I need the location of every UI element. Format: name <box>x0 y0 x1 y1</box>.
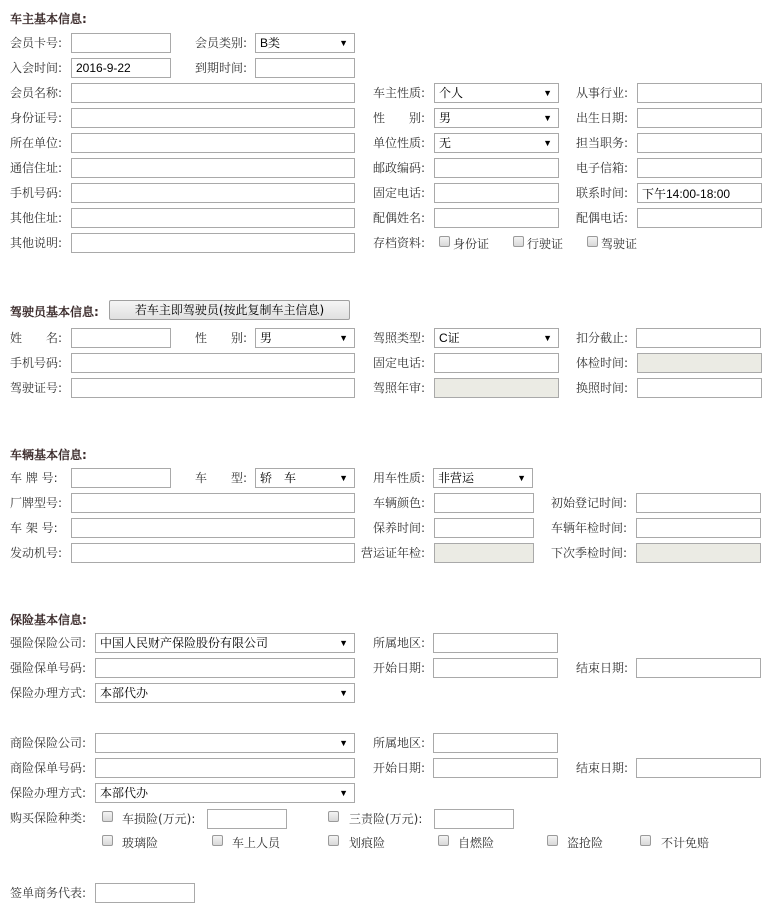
compulsory-handling-select[interactable] <box>95 683 355 703</box>
driver-gender-value: 男 <box>260 331 273 345</box>
owner-nature-label: 车主性质: <box>373 86 426 100</box>
commercial-handling-value: 本部代办 <box>100 786 149 800</box>
id-number-input[interactable] <box>71 108 355 128</box>
sales-rep-input[interactable] <box>95 883 195 903</box>
member-type-value: B类 <box>260 36 281 50</box>
commercial-handling-select[interactable] <box>95 783 355 803</box>
gender-value: 男 <box>439 111 452 125</box>
maintenance-input[interactable] <box>434 518 534 538</box>
archive-label: 存档资料: <box>373 236 426 250</box>
expire-time-label: 到期时间: <box>195 61 248 75</box>
license-type-label: 驾照类型: <box>373 331 426 345</box>
compulsory-policy-input[interactable] <box>95 658 355 678</box>
license-number-input[interactable] <box>71 378 355 398</box>
engine-label: 发动机号: <box>10 546 63 560</box>
annual-check-input[interactable] <box>636 518 761 538</box>
self-ignition-insurance-label: 自燃险 <box>458 836 495 850</box>
employer-nature-value: 无 <box>439 136 452 150</box>
industry-label: 从事行业: <box>576 86 629 100</box>
checkup-time-label: 体检时间: <box>576 356 629 370</box>
member-type-select[interactable] <box>255 33 355 53</box>
member-type-label: 会员类别: <box>195 36 248 50</box>
color-label: 车辆颜色: <box>373 496 426 510</box>
theft-insurance-label: 盗抢险 <box>567 836 604 850</box>
other-address-input[interactable] <box>71 208 355 228</box>
first-reg-label: 初始登记时间: <box>551 496 628 510</box>
scratch-insurance-label: 划痕险 <box>349 836 386 850</box>
color-input[interactable] <box>434 493 534 513</box>
damage-amount-input[interactable] <box>207 809 287 829</box>
industry-input[interactable] <box>637 83 762 103</box>
driver-section-title: 驾驶员基本信息: <box>10 305 99 319</box>
vehicle-section-title: 车辆基本信息: <box>10 448 87 462</box>
compulsory-region-input[interactable] <box>433 633 558 653</box>
other-address-label: 其他住址: <box>10 211 63 225</box>
engine-input[interactable] <box>71 543 355 563</box>
commercial-start-input[interactable] <box>433 758 558 778</box>
owner-nature-value: 个人 <box>439 86 464 100</box>
chevron-down-icon: ▼ <box>543 333 552 343</box>
third-party-insurance-checkbox[interactable] <box>328 811 339 822</box>
plate-label: 车 牌 号: <box>10 471 58 485</box>
usage-label: 用车性质: <box>373 471 426 485</box>
glass-insurance-checkbox[interactable] <box>102 835 113 846</box>
usage-value: 非营运 <box>438 471 475 485</box>
email-input[interactable] <box>637 158 762 178</box>
passenger-insurance-checkbox[interactable] <box>212 835 223 846</box>
sales-rep-label: 签单商务代表: <box>10 886 87 900</box>
license-review-label: 驾照年审: <box>373 381 426 395</box>
points-deadline-label: 扣分截止: <box>576 331 629 345</box>
passenger-insurance-label: 车上人员 <box>232 836 281 850</box>
checkup-time-input <box>637 353 762 373</box>
glass-insurance-label: 玻璃险 <box>122 836 159 850</box>
chevron-down-icon: ▼ <box>339 788 348 798</box>
id-number-label: 身份证号: <box>10 111 63 125</box>
gender-select[interactable] <box>434 108 559 128</box>
first-reg-input[interactable] <box>636 493 761 513</box>
expire-time-input[interactable] <box>255 58 355 78</box>
compulsory-policy-label: 强险保单号码: <box>10 661 87 675</box>
chevron-down-icon: ▼ <box>517 473 526 483</box>
no-deductible-insurance-label: 不计免赔 <box>661 836 710 850</box>
license-number-label: 驾驶证号: <box>10 381 63 395</box>
plate-input[interactable] <box>71 468 171 488</box>
member-name-input[interactable] <box>71 83 355 103</box>
member-card-input[interactable] <box>71 33 171 53</box>
archive-id-card-checkbox[interactable] <box>439 236 450 247</box>
phone-input[interactable] <box>434 183 559 203</box>
birth-date-label: 出生日期: <box>576 111 629 125</box>
compulsory-end-input[interactable] <box>636 658 761 678</box>
phone-label: 固定电话: <box>373 186 426 200</box>
join-time-label: 入会时间: <box>10 61 63 75</box>
commercial-region-input[interactable] <box>433 733 558 753</box>
vehicle-model-label: 车 型: <box>195 471 248 485</box>
compulsory-handling-label: 保险办理方式: <box>10 686 87 700</box>
driver-name-label: 姓 名: <box>10 331 63 345</box>
vehicle-model-select[interactable] <box>255 468 355 488</box>
commercial-company-label: 商险保险公司: <box>10 736 87 750</box>
theft-insurance-checkbox[interactable] <box>547 835 558 846</box>
archive-vehicle-license-checkbox[interactable] <box>513 236 524 247</box>
member-card-label: 会员卡号: <box>10 36 63 50</box>
maintenance-label: 保养时间: <box>373 521 426 535</box>
owner-nature-select[interactable] <box>434 83 559 103</box>
usage-select[interactable] <box>433 468 533 488</box>
commercial-policy-label: 商险保单号码: <box>10 761 87 775</box>
damage-insurance-checkbox[interactable] <box>102 811 113 822</box>
commercial-end-label: 结束日期: <box>576 761 629 775</box>
address-label: 通信住址: <box>10 161 63 175</box>
brand-input[interactable] <box>71 493 355 513</box>
compulsory-start-input[interactable] <box>433 658 558 678</box>
address-input[interactable] <box>71 158 355 178</box>
gender-label: 性 别: <box>373 111 426 125</box>
employer-nature-label: 单位性质: <box>373 136 426 150</box>
postcode-label: 邮政编码: <box>373 161 426 175</box>
driver-mobile-label: 手机号码: <box>10 356 63 370</box>
archive-driver-license-label: 驾驶证 <box>601 237 638 251</box>
commercial-start-label: 开始日期: <box>373 761 426 775</box>
spouse-phone-label: 配偶电话: <box>576 211 629 225</box>
annual-check-label: 车辆年检时间: <box>551 521 628 535</box>
compulsory-company-value: 中国人民财产保险股份有限公司 <box>100 636 269 650</box>
chevron-down-icon: ▼ <box>339 688 348 698</box>
compulsory-end-label: 结束日期: <box>576 661 629 675</box>
license-renew-input[interactable] <box>637 378 762 398</box>
license-type-value: C证 <box>439 331 460 345</box>
chevron-down-icon: ▼ <box>339 38 348 48</box>
postcode-input[interactable] <box>434 158 559 178</box>
commercial-region-label: 所属地区: <box>373 736 426 750</box>
driver-gender-label: 性 别: <box>195 331 248 345</box>
other-notes-input[interactable] <box>71 233 355 253</box>
email-label: 电子信箱: <box>576 161 629 175</box>
no-deductible-insurance-checkbox[interactable] <box>640 835 651 846</box>
employer-input[interactable] <box>71 133 355 153</box>
spouse-phone-input[interactable] <box>637 208 762 228</box>
driver-mobile-input[interactable] <box>71 353 355 373</box>
compulsory-company-select[interactable] <box>95 633 355 653</box>
damage-insurance-label: 车损险(万元): <box>122 812 196 826</box>
chevron-down-icon: ▼ <box>339 333 348 343</box>
purchase-types-label: 购买保险种类: <box>10 811 87 825</box>
chevron-down-icon: ▼ <box>339 473 348 483</box>
employer-nature-select[interactable] <box>434 133 559 153</box>
chevron-down-icon: ▼ <box>543 113 552 123</box>
operation-check-input <box>434 543 534 563</box>
scratch-insurance-checkbox[interactable] <box>328 835 339 846</box>
compulsory-start-label: 开始日期: <box>373 661 426 675</box>
archive-vehicle-license-label: 行驶证 <box>527 237 564 251</box>
mobile-label: 手机号码: <box>10 186 63 200</box>
position-label: 担当职务: <box>576 136 629 150</box>
driver-phone-input[interactable] <box>434 353 559 373</box>
third-party-amount-input[interactable] <box>434 809 514 829</box>
vehicle-model-value: 轿 车 <box>260 471 297 485</box>
third-party-insurance-label: 三责险(万元): <box>349 812 423 826</box>
archive-driver-license-checkbox[interactable] <box>587 236 598 247</box>
compulsory-company-label: 强险保险公司: <box>10 636 87 650</box>
next-check-label: 下次季检时间: <box>551 546 628 560</box>
chevron-down-icon: ▼ <box>543 88 552 98</box>
commercial-company-select[interactable] <box>95 733 355 753</box>
frame-input[interactable] <box>71 518 355 538</box>
position-input[interactable] <box>637 133 762 153</box>
driver-gender-select[interactable] <box>255 328 355 348</box>
owner-section-title: 车主基本信息: <box>10 12 87 26</box>
contact-time-input[interactable] <box>637 183 762 203</box>
join-time-input[interactable] <box>71 58 171 78</box>
commercial-end-input[interactable] <box>636 758 761 778</box>
license-renew-label: 换照时间: <box>576 381 629 395</box>
chevron-down-icon: ▼ <box>339 738 348 748</box>
driver-phone-label: 固定电话: <box>373 356 426 370</box>
chevron-down-icon: ▼ <box>543 138 552 148</box>
frame-label: 车 架 号: <box>10 521 58 535</box>
brand-label: 厂牌型号: <box>10 496 63 510</box>
chevron-down-icon: ▼ <box>339 638 348 648</box>
contact-time-label: 联系时间: <box>576 186 629 200</box>
license-type-select[interactable] <box>434 328 559 348</box>
archive-id-card-label: 身份证 <box>453 237 490 251</box>
insurance-section-title: 保险基本信息: <box>10 613 87 627</box>
mobile-input[interactable] <box>71 183 355 203</box>
license-review-input <box>434 378 559 398</box>
spouse-name-input[interactable] <box>434 208 559 228</box>
member-name-label: 会员名称: <box>10 86 63 100</box>
driver-name-input[interactable] <box>71 328 171 348</box>
next-check-input <box>636 543 761 563</box>
points-deadline-input[interactable] <box>636 328 761 348</box>
copy-owner-info-button[interactable]: 若车主即驾驶员(按此复制车主信息) <box>109 300 350 320</box>
commercial-policy-input[interactable] <box>95 758 355 778</box>
compulsory-handling-value: 本部代办 <box>100 686 149 700</box>
operation-check-label: 营运证年检: <box>361 546 426 560</box>
other-notes-label: 其他说明: <box>10 236 63 250</box>
employer-label: 所在单位: <box>10 136 63 150</box>
self-ignition-insurance-checkbox[interactable] <box>438 835 449 846</box>
spouse-name-label: 配偶姓名: <box>373 211 426 225</box>
birth-date-input[interactable] <box>637 108 762 128</box>
compulsory-region-label: 所属地区: <box>373 636 426 650</box>
commercial-handling-label: 保险办理方式: <box>10 786 87 800</box>
